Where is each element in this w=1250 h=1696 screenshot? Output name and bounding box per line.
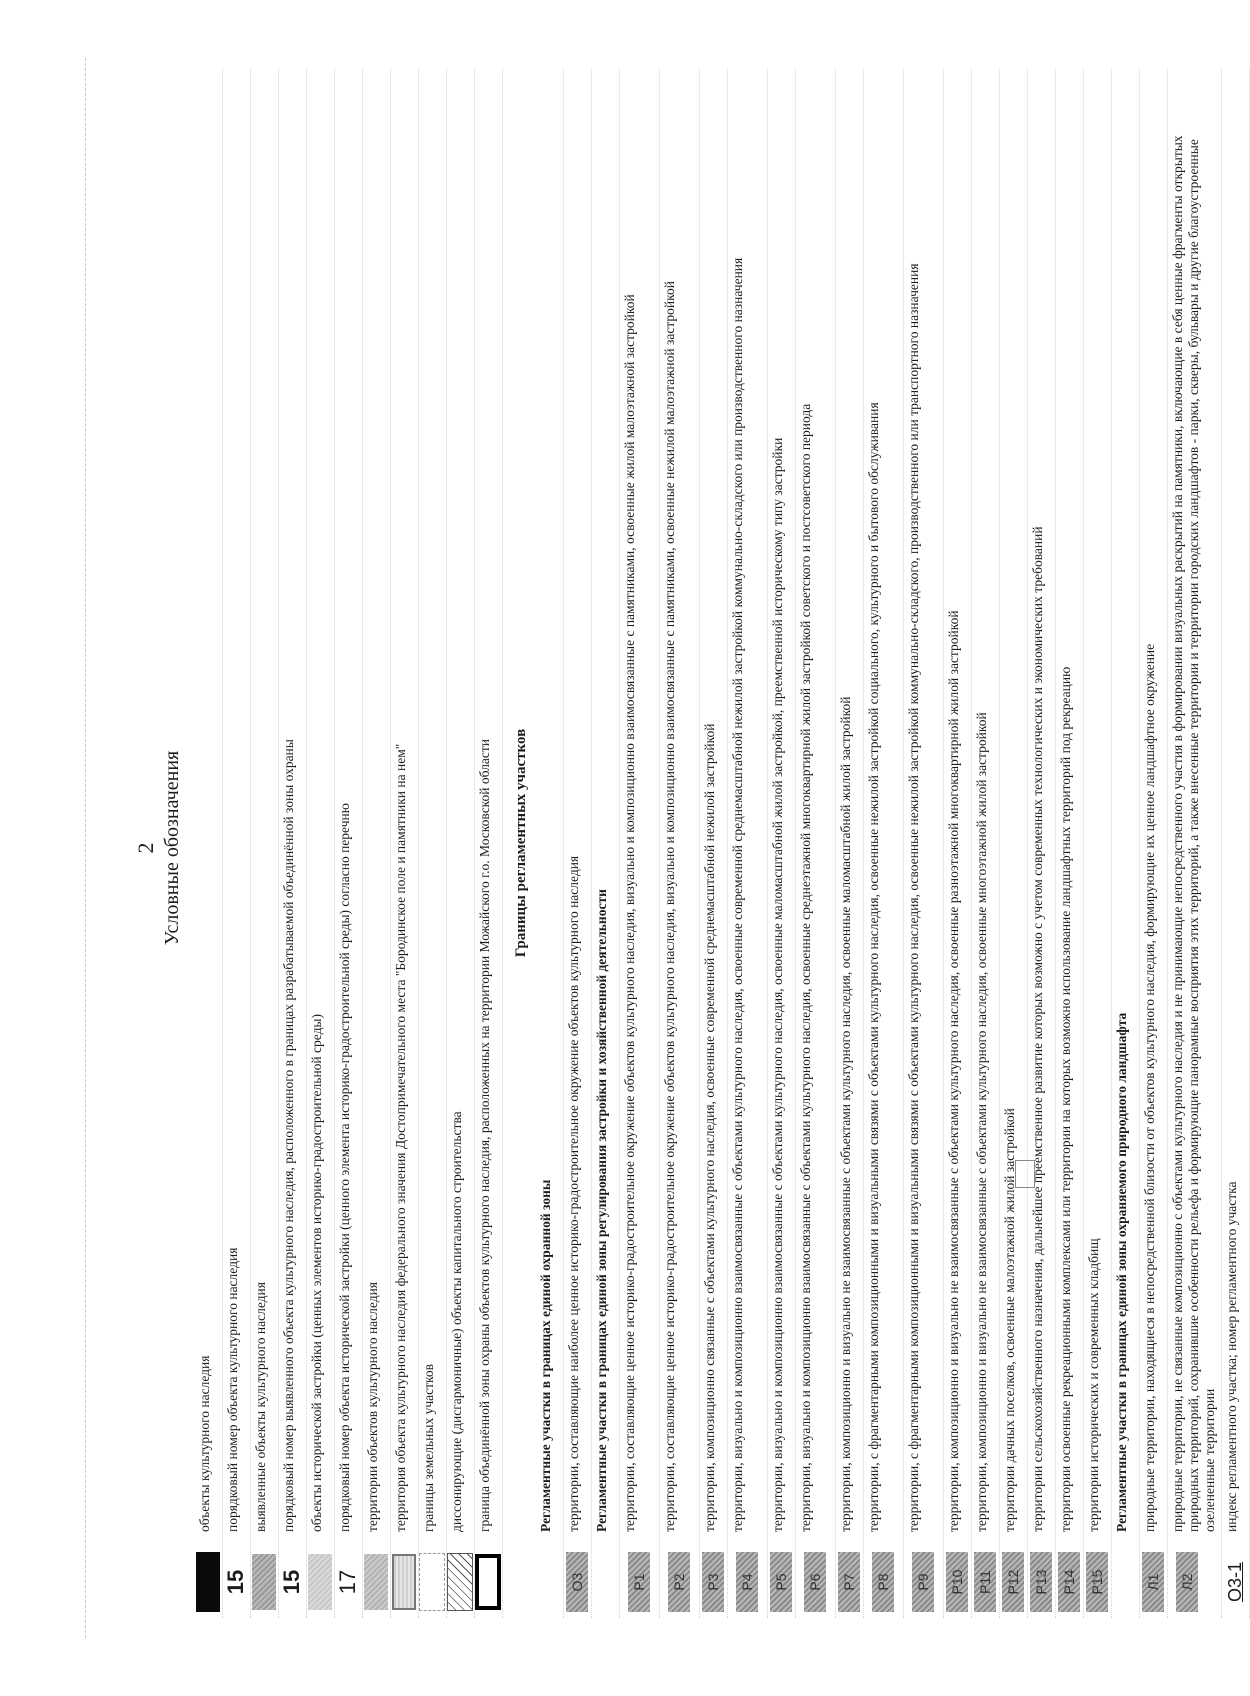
zone-code-swatch: Р10: [946, 1546, 968, 1618]
legend-text: выявленные объекты культурного наследия: [253, 1282, 268, 1532]
zone-text: территории, составляющие ценное историко-градостроительное окружение объектов культурного наследия, визуально и композиционно взаимосвязанные с памятниками, освоенные нежилой малоэтажной застройкой: [662, 281, 677, 1532]
zone-row: [1028, 68, 1056, 1618]
zone-row: [620, 68, 660, 1618]
number-label: 15: [223, 1569, 248, 1595]
zone-text: территории, композиционно и визуально не взаимосвязанные с объектами культурного наследия, освоенные разноэтажной многоквартирной жилой застройкой: [946, 610, 961, 1532]
page-title: Условные обозначения: [161, 750, 183, 946]
footer-mark: [1015, 1160, 1035, 1188]
zone-row: [1140, 68, 1168, 1618]
legend-row: [447, 68, 475, 1618]
number-label: 17: [335, 1569, 360, 1595]
legend-text: территории объектов культурного наследия: [365, 1281, 380, 1532]
zone-row: [1000, 68, 1028, 1618]
zone-text: территории, композиционно и визуально не взаимосвязанные с объектами культурного наследия, освоенные многоэтажной жилой застройкой: [974, 712, 989, 1532]
legend-row: [279, 68, 307, 1618]
zone-row: [1056, 68, 1084, 1618]
zone-code-swatch: Л2: [1170, 1546, 1204, 1618]
zone-code-swatch: Р14: [1058, 1546, 1080, 1618]
zone-text: территории, композиционно и визуально не взаимосвязанные с объектами культурного наследия, освоенные маломасштабной жилой застройкой: [838, 696, 853, 1532]
zone-text: территории, визуально и композиционно взаимосвязанные с объектами культурного наследия, освоенные среднеэтажной многоквартирной жилой застройкой советского и постсоветского периода: [798, 403, 813, 1532]
zone-row: [972, 68, 1000, 1618]
zone-text: территории, с фрагментарными композиционными и визуальными связями с объектами культурного наследия, освоенные нежилой застройкой социального, культурного и бытового обслуживания: [866, 402, 881, 1532]
zone-text: территории освоенные рекреационными комплексами или территории на которых возможно использование ландшафтных территорий под рекреацию: [1058, 666, 1073, 1532]
legend-text: порядковый номер объекта культурного наследия: [225, 1247, 240, 1532]
page-number: 2: [133, 842, 158, 854]
zone-text: территории, составляющие наиболее ценное историко-градостроительное окружение объектов культурного наследия: [566, 855, 581, 1532]
zone-text: территории исторических и современных кладбищ: [1086, 1238, 1101, 1532]
zone-code-swatch: Р2: [662, 1546, 696, 1618]
zone-code-empty: [1114, 1546, 1136, 1618]
zone-code-swatch: Р5: [770, 1546, 792, 1618]
zone-row: [564, 68, 592, 1618]
zone-text: территории, визуально и композиционно взаимосвязанные с объектами культурного наследия, освоенные маломасштабной жилой застройкой, преемственной историческому типу застройки: [770, 437, 785, 1532]
legend-row: [335, 68, 363, 1618]
zone-index-example: О3-1: [1224, 1561, 1245, 1603]
protection-zone-boundary-swatch: [477, 1546, 499, 1618]
legend-text: порядковый номер выявленного объекта культурного наследия, расположенного в границах разрабатываемой объединённой зоны охраны: [281, 739, 296, 1532]
land-plot-boundary-swatch: [421, 1546, 443, 1618]
identified-object-swatch: [253, 1546, 275, 1618]
page-top-border: [85, 58, 86, 1638]
zone-row: [728, 68, 768, 1618]
zone-code-empty: [538, 1546, 560, 1618]
zone-code-swatch: Л1: [1142, 1546, 1164, 1618]
number-label: 15: [279, 1569, 304, 1595]
zone-row: [836, 68, 864, 1618]
legend-text: границы земельных участков: [421, 1364, 436, 1532]
legend-row: [223, 68, 251, 1618]
zone-code-empty: [594, 1546, 616, 1618]
zone-text: индекс регламентного участка; номер регламентного участка: [1224, 1181, 1239, 1532]
zone-code-swatch: Р6: [798, 1546, 832, 1618]
zone-group-text: Регламентные участки в границах единой зоны регулирования застройки и хозяйственной деятельности: [594, 889, 609, 1532]
zone-code-swatch: Р15: [1086, 1546, 1108, 1618]
legend-text: объекты культурного наследия: [197, 1355, 212, 1532]
legend-row: [251, 68, 279, 1618]
legend-row: [475, 68, 503, 1618]
zone-row: [1168, 68, 1222, 1618]
zone-text: территории, составляющие ценное историко-градостроительное окружение объектов культурного наследия, визуально и композиционно взаимосвязанные с памятниками, освоенные жилой малоэтажной застройкой: [622, 294, 637, 1532]
zone-code-swatch: Р8: [866, 1546, 900, 1618]
legend-text: порядковый номер объекта исторической застройки (ценного элемента историко-градостроительной среды) согласно перечню: [337, 803, 352, 1532]
historic-building-swatch: [309, 1546, 331, 1618]
zone-text: территории, композиционно связанные с объектами культурного наследия, освоенные современной среднемасштабной нежилой застройкой: [702, 723, 717, 1532]
heritage-territory-swatch: [365, 1546, 387, 1618]
zone-text: территории сельскохозяйственного назначения, дальнейшее преемственное развитие которых возможно с учетом современных технологических и экономических требований: [1030, 526, 1045, 1532]
zone-code-swatch: Р13: [1030, 1546, 1052, 1618]
zone-code-swatch: Р3: [702, 1546, 724, 1618]
zone-text: территории, с фрагментарными композиционными и визуальными связями с объектами культурного наследия, освоенные нежилой застройкой коммунально-складского, производственного или транспортного назначения: [906, 263, 921, 1532]
zone-row: [768, 68, 796, 1618]
zone-row: [660, 68, 700, 1618]
zone-code-swatch: Р9: [906, 1546, 940, 1618]
zone-row: [864, 68, 904, 1618]
legend-text: территория объекта культурного наследия федерального значения Достопримечательного места "Бородинское поле и памятники на нем": [393, 743, 408, 1532]
legend-text: граница объединённой зоны охраны объектов культурного наследия, расположенных на территории Можайского г.о. Московской области: [477, 738, 492, 1532]
zone-code-swatch: Р4: [730, 1546, 764, 1618]
heritage-object-swatch: [197, 1546, 219, 1618]
legend-rows: [195, 68, 1250, 1618]
section-heading: Границы регламентных участков: [513, 728, 529, 958]
zone-row: [796, 68, 836, 1618]
zone-row: [944, 68, 972, 1618]
legend-row: [195, 68, 223, 1618]
zone-code-swatch: Р7: [838, 1546, 860, 1618]
zone-row: [1084, 68, 1112, 1618]
borodino-territory-swatch: [393, 1546, 415, 1618]
zone-code-swatch: Р1: [622, 1546, 656, 1618]
legend-row: [391, 68, 419, 1618]
zone-text: территории дачных поселков, освоенные малоэтажной жилой застройкой: [1002, 1108, 1017, 1532]
zone-code-swatch: О3: [566, 1546, 588, 1618]
legend-text: объекты исторической застройки (ценных элементов историко-градостроительной среды): [309, 1013, 324, 1532]
legend-row: [363, 68, 391, 1618]
dissonant-object-swatch: [449, 1546, 471, 1618]
zone-group-text: Регламентные участки в границах единой охранной зоны: [538, 1179, 553, 1532]
zone-row: [700, 68, 728, 1618]
zone-row: [1222, 68, 1250, 1618]
legend-row: [307, 68, 335, 1618]
zone-text: природные территории, находящиеся в непосредственной близости от объектов культурного наследия, формирующие их ценное ландшафтное окружение: [1142, 643, 1157, 1532]
legend-sheet: [45, 38, 1245, 1658]
zone-group-heading: [592, 68, 620, 1618]
zone-text: природные территории, не связанные композиционно с объектами культурного наследия и не принимающие непосредственного участия в формировании визуальных раскрытий на памятники, включающие в себя ценные фрагменты открытых природных территорий, сохранившие особенности рельефа и формирующие панорамные восприятия этих территорий, а также внесенные территории и территории городских ландшафтов - парки, скверы, бульвары и другие благоустроенные озелененные территории: [1170, 135, 1217, 1532]
zone-row: [904, 68, 944, 1618]
zone-group-text: Регламентные участки в границах единой зоны охраняемого природного ландшафта: [1114, 1012, 1129, 1532]
zone-group-heading: [1112, 68, 1140, 1618]
legend-row: [419, 68, 447, 1618]
legend-text: диссонирующие (дисгармоничные) объекты капитального строительства: [449, 1111, 464, 1532]
zone-group-heading: [536, 68, 564, 1618]
zone-code-swatch: Р12: [1002, 1546, 1024, 1618]
zone-code-swatch: Р11: [974, 1546, 996, 1618]
zone-text: территории, визуально и композиционно взаимосвязанные с объектами культурного наследия, освоенные современной среднемасштабной нежилой застройкой коммунально-складского или производственного назначения: [730, 257, 745, 1532]
